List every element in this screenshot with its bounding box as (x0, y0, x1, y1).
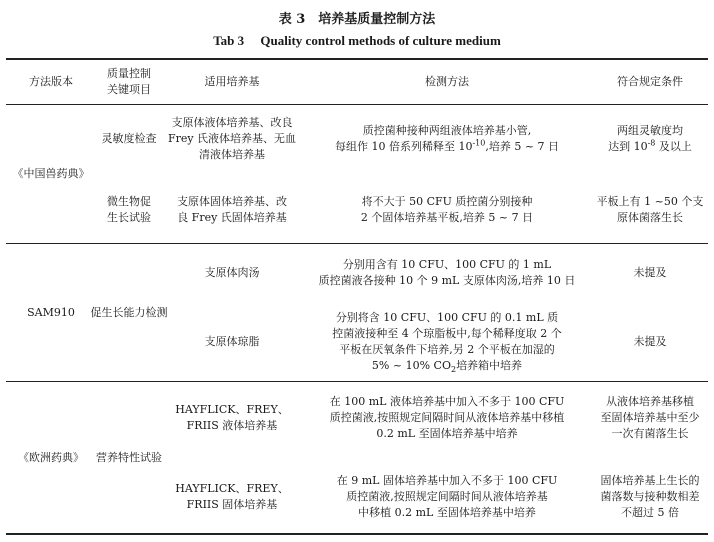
method-cvp-1: 质控菌种接种两组液体培养基小管, 每组作 10 倍系列稀释至 $10^{-10}$,培养 5 ~ 7 日 (334, 124, 560, 153)
version-sam910: SAM910 (27, 305, 75, 319)
key-growth-ability: 促生长能力检测 (90, 305, 168, 319)
table-caption-zh: 表 3 培养基质量控制方法 (278, 12, 436, 27)
key-growth-promotion: 微生物促 生长试验 (107, 195, 151, 224)
criteria-cvp-2: 平板上有 1 ~50 个支 原体菌落生长 (596, 195, 704, 224)
key-sensitivity: 灵敏度检查 (101, 132, 157, 145)
method-cvp-2: 将不大于 50 CFU 质控菌分别接种 2 个固体培养基平板,培养 5 ~ 7 日 (360, 195, 534, 224)
method-ep-solid: 在 9 mL 固体培养基中加入不多于 100 CFU 质控菌液,按照规定间隔时间从液体培养基 中移植 0.2 mL 至固体培养基中培养 (336, 474, 558, 519)
criteria-sam-broth: 未提及 (633, 266, 667, 279)
criteria-ep-solid: 固体培养基上生长的 菌落数与接种数相差 不超过 5 倍 (600, 474, 700, 519)
method-sam-agar: 分别将含 10 CFU、100 CFU 的 0.1 mL 质 控菌液接种至 4 个琼脂板中,每个稀释度取 2 个 平板在厌氧条件下培养,另 2 个平板在加湿的 5% ~ 10% $CO_2$培养箱中培养 (332, 311, 562, 375)
version-ep: 《欧洲药典》 (18, 450, 84, 464)
header-key-item: 质量控制 关键项目 (107, 67, 151, 96)
medium-cvp-2: 支原体固体培养基、改 良 Frey 氏固体培养基 (177, 195, 287, 224)
table-caption-en: Tab 3 Quality control methods of culture medium (213, 33, 501, 48)
medium-sam-agar: 支原体琼脂 (204, 335, 260, 348)
method-sam-broth: 分别用含有 10 CFU、100 CFU 的 1 mL 质控菌液各接种 10 个 9 mL 支原体肉汤,培养 10 日 (318, 258, 576, 287)
header-rule (6, 104, 708, 105)
header-method: 检测方法 (425, 75, 469, 88)
criteria-cvp-1: 两组灵敏度均 达到 $10^{-8}$ 及以上 (608, 124, 692, 153)
header-criteria: 符合规定条件 (617, 75, 683, 88)
key-nutritive: 营养特性试验 (96, 450, 162, 464)
criteria-ep-liquid: 从液体培养基移植 至固体培养基中至少 一次有菌落生长 (600, 395, 700, 440)
bottom-rule (6, 533, 708, 535)
criteria-sam-agar: 未提及 (633, 335, 667, 348)
medium-ep-solid: HAYFLICK、FREY、 FRIIS 固体培养基 (175, 482, 289, 511)
medium-ep-liquid: HAYFLICK、FREY、 FRIIS 液体培养基 (175, 403, 289, 432)
medium-cvp-1: 支原体液体培养基、改良 Frey 氏液体培养基、无血 清液体培养基 (167, 116, 297, 161)
version-cvp: 《中国兽药典》 (12, 167, 90, 180)
medium-sam-broth: 支原体肉汤 (204, 266, 260, 279)
header-medium: 适用培养基 (204, 75, 260, 88)
method-ep-liquid: 在 100 mL 液体培养基中加入不多于 100 CFU 质控菌液,按照规定间隔时间从液体培养基中移植 0.2 mL 至固体培养基中培养 (329, 395, 565, 440)
header-version: 方法版本 (29, 75, 73, 88)
